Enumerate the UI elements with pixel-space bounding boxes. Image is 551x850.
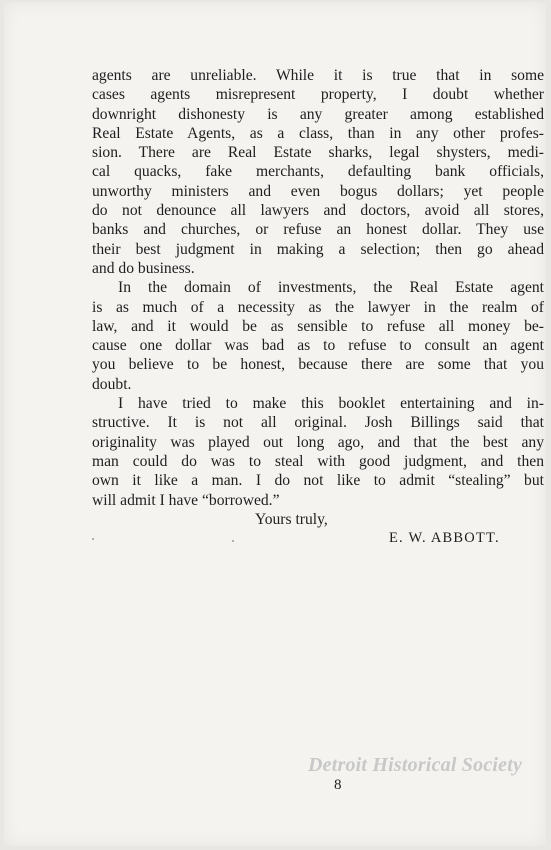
- paragraph: [92, 394, 544, 510]
- text-line: sion. There are Real Estate sharks, legal shysters, medi-: [92, 144, 544, 162]
- paragraph: [92, 278, 544, 394]
- text-line: banks and churches, or refuse an honest dollar. They use: [92, 221, 544, 239]
- author-signature: E. W. ABBOTT.: [389, 530, 500, 546]
- closing-salutation: Yours truly,: [255, 511, 328, 528]
- text-line: unworthy ministers and even bogus dollars; yet people: [92, 182, 544, 200]
- text-line: do not denounce all lawyers and doctors, avoid all stores,: [92, 202, 544, 220]
- print-speck: [232, 540, 234, 542]
- text-line: their best judgment in making a selection; then go ahead: [92, 240, 544, 258]
- text-line: own it like a man. I do not like to admit “stealing” but: [92, 472, 544, 490]
- watermark: Detroit Historical Society: [308, 754, 523, 776]
- paragraph: [92, 66, 544, 278]
- text-line: will admit I have “borrowed.”: [92, 491, 280, 509]
- text-line: law, and it would be as sensible to refuse all money be-: [92, 317, 544, 335]
- text-line: cause one dollar was bad as to refuse to consult an agent: [92, 337, 544, 355]
- text-line: In the domain of investments, the Real Estate agent: [118, 279, 544, 297]
- text-line: you believe to be honest, because there are some that you: [92, 356, 544, 374]
- text-line: is as much of a necessity as the lawyer in the realm of: [92, 298, 544, 316]
- text-line: I have tried to make this booklet entertaining and in-: [118, 395, 544, 413]
- text-line: structive. It is not all original. Josh Billings said that: [92, 414, 544, 432]
- text-line: cases agents misrepresent property, I doubt whether: [92, 86, 544, 104]
- text-line: originality was played out long ago, and that the best any: [92, 433, 544, 451]
- print-speck: [92, 538, 94, 540]
- text-line: downright dishonesty is any greater among established: [92, 105, 544, 123]
- body-text: [92, 66, 544, 510]
- text-line: man could do was to steal with good judgment, and then: [92, 452, 544, 470]
- text-line: and do business.: [92, 259, 195, 277]
- text-line: cal quacks, fake merchants, defaulting bank officials,: [92, 163, 544, 181]
- document-page: [4, 2, 546, 846]
- text-line: doubt.: [92, 375, 132, 393]
- text-line: agents are unreliable. While it is true that in some: [92, 67, 544, 84]
- text-line: Real Estate Agents, as a class, than in any other profes-: [92, 124, 544, 142]
- page-number: 8: [334, 777, 342, 793]
